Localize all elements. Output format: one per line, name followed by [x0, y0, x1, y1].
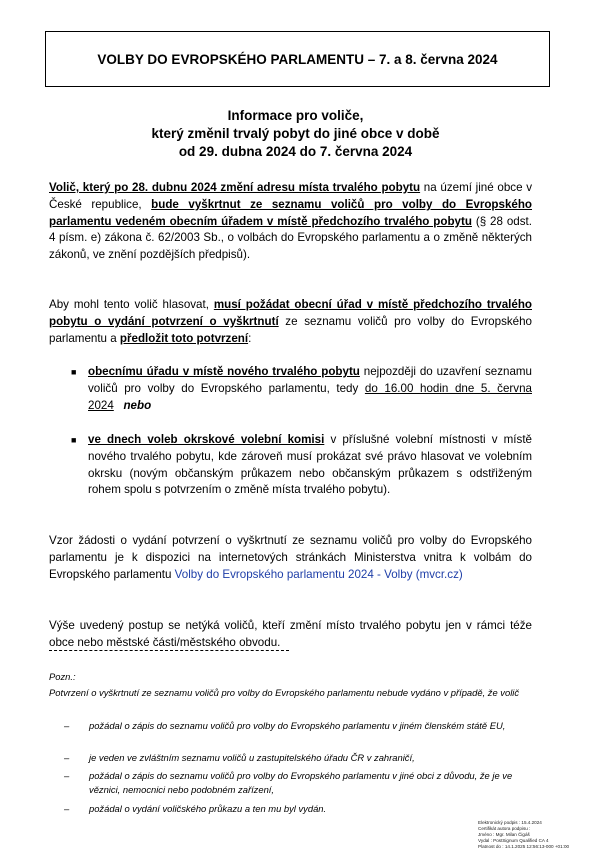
- square-bullet-icon: ■: [71, 367, 77, 377]
- note-item-text: požádal o vydání voličského průkazu a ten mu byl vydán.: [89, 803, 327, 814]
- elections-link[interactable]: Volby do Evropského parlamentu 2024 - Volby (mvcr.cz): [174, 567, 463, 581]
- paragraph-2: [49, 297, 532, 347]
- dash-marker: –: [64, 752, 70, 763]
- document-subtitle: [0, 107, 591, 161]
- para2-text-a: Aby mohl tento volič hlasovat,: [49, 298, 214, 311]
- paragraph-4: Výše uvedený postup se netýká voličů, kteří změní místo trvalého pobytu jen v rámci téže obce nebo městské části/městského obvodu.: [49, 619, 532, 649]
- para1-legal-ref: (§ 28 odst. 4 písm. e) zákona č. 62/2003 Sb., o volbách do Evropského parlamentu a o změně některých zákonů, ve znění pozdějších předpisů).: [49, 214, 532, 262]
- document-title: VOLBY DO EVROPSKÉHO PARLAMENTU – 7. a 8. června 2024: [97, 51, 498, 67]
- bullet1-text: nejpozději do uzavření seznamu voličů pro volby do Evropského parlamentu, tedy: [88, 365, 532, 395]
- signature-line-3: Jméno : Mgr. Milan Čigáš: [478, 832, 530, 837]
- para1-text: na území jiné obce v České republice,: [49, 181, 533, 211]
- title-box: [45, 31, 550, 87]
- note-item-text: požádal o zápis do seznamu voličů pro volby do Evropského parlamentu v jiném členském státě EU,: [89, 720, 506, 731]
- note-item-text: je veden ve zvláštním seznamu voličů u zastupitelského úřadu ČR v zahraničí,: [89, 752, 415, 763]
- dash-marker: –: [64, 770, 70, 781]
- bullet2-bold: ve dnech voleb okrskové volební komisi: [88, 433, 325, 446]
- note-item-3: [64, 769, 529, 797]
- signature-line-1: Elektronický podpis : 15.4.2024: [478, 820, 542, 825]
- subtitle-line-3: od 29. dubna 2024 do 7. června 2024: [178, 144, 413, 159]
- note-item-4: [64, 802, 529, 816]
- dash-marker: –: [64, 720, 70, 731]
- dash-marker: –: [64, 803, 70, 814]
- para1-bold-statement: bude vyškrtnut ze seznamu voličů pro volby do Evropského parlamentu vedeném obecním úřadem v místě předchozího trvalého pobytu: [49, 197, 533, 228]
- bullet2-text: v příslušné volební místnosti v místě nového trvalého pobytu, kde zároveň musí prokázat své právo hlasovat ve volebním okrsku (novým občanským průkazem nebo občanským průkazem s odstřiženým rohem spolu s potvrzením o změně místa trvalého pobytu).: [88, 433, 532, 497]
- para1-bold-lead: Volič, který po 28. dubnu 2024 změní adresu místa trvalého pobytu: [49, 181, 421, 194]
- note-intro: Potvrzení o vyškrtnutí ze seznamu voličů pro volby do Evropského parlamentu nebude vydáno v případě, že volič: [49, 687, 520, 698]
- note-label: Pozn.:: [49, 671, 76, 682]
- paragraph-3: [49, 533, 532, 583]
- bullet1-bold: obecnímu úřadu v místě nového trvalého pobytu: [88, 365, 360, 378]
- bullet-item-2: [71, 432, 532, 499]
- paragraph-1: [49, 180, 532, 264]
- note-item-text: požádal o zápis do seznamu voličů pro volby do Evropského parlamentu v jiné obci z důvodu, že je ve věznici, nemocnici nebo podobném zařízení,: [89, 770, 513, 795]
- bullet-item-1: [71, 364, 532, 414]
- bullet1-nebo: nebo: [123, 398, 152, 412]
- electronic-signature: [478, 820, 586, 850]
- subtitle-line-1: Informace pro voliče,: [227, 108, 364, 123]
- para2-bold-request: musí požádat obecní úřad v místě předchozího trvalého pobytu o vydání potvrzení o vyškrtnutí: [49, 298, 532, 328]
- note-item-1: [64, 719, 529, 733]
- square-bullet-icon: ■: [71, 435, 77, 445]
- signature-line-4: Vydal : PostSignum Qualified CA 4: [478, 838, 549, 843]
- para2-text-c: ze seznamu voličů pro volby do Evropského parlamentu a: [49, 314, 533, 345]
- signature-line-5: Platnost do : 14.1.2025 12:56:13-000 +01:00: [478, 844, 570, 849]
- para3-text: Vzor žádosti o vydání potvrzení o vyškrtnutí ze seznamu voličů pro volby do Evropského parlamentu je k dispozici na internetových stránkách Ministerstva vnitra k volbám do Evropského parlamentu: [49, 534, 532, 581]
- subtitle-line-2: který změnil trvalý pobyt do jiné obce v době: [151, 126, 440, 141]
- para2-bold-submit: předložit toto potvrzení: [119, 331, 249, 345]
- bullet1-deadline: do 16.00 hodin dne 5. června 2024: [88, 381, 532, 412]
- note-item-2: [64, 751, 529, 765]
- para2-colon: :: [248, 331, 252, 345]
- separator-line: [49, 650, 289, 651]
- signature-line-2: Certifikát autora podpisu :: [478, 826, 531, 831]
